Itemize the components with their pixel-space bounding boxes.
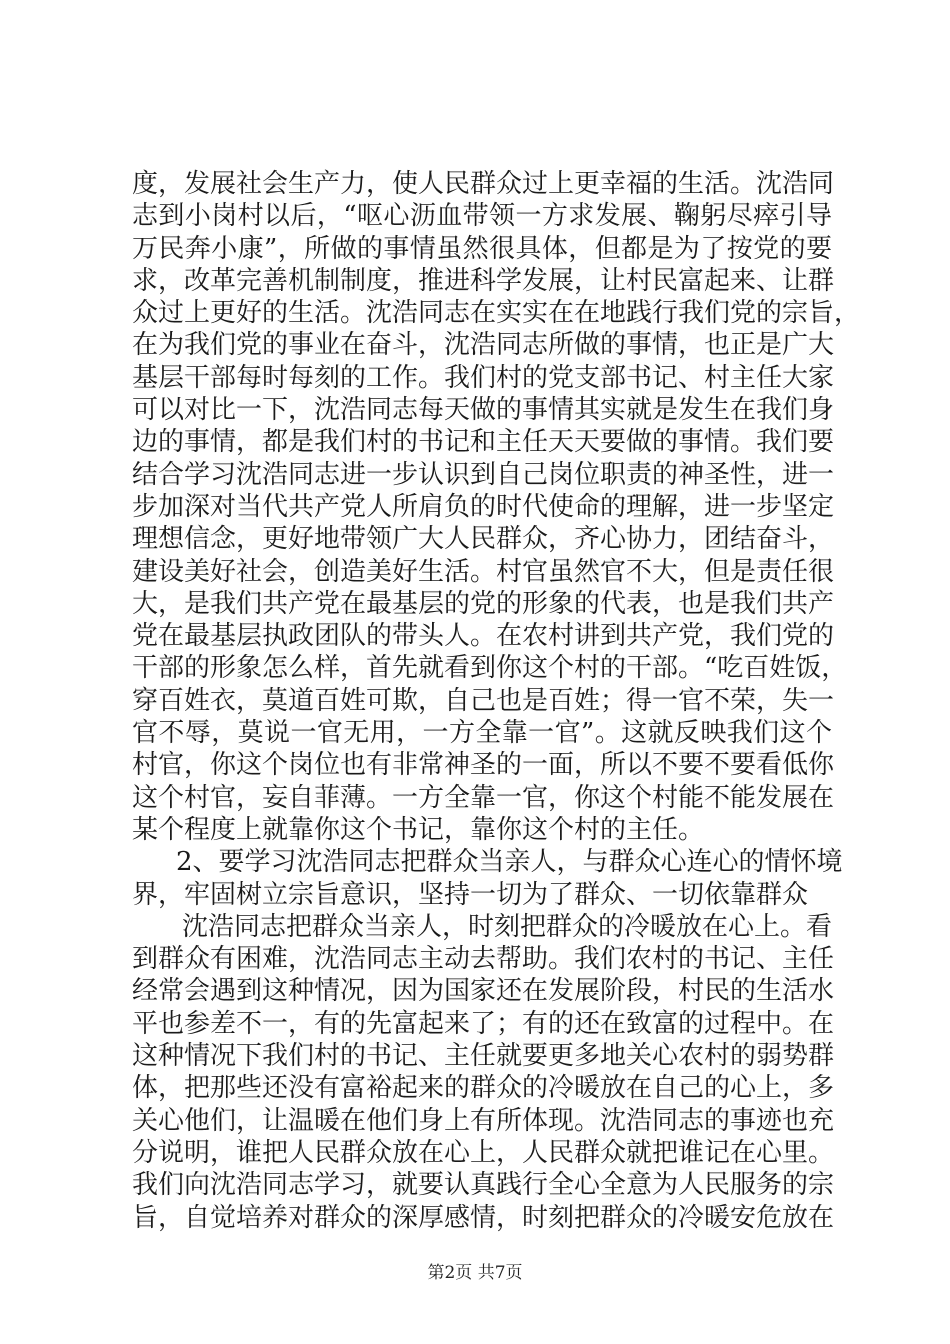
text-line: 度，发展社会生产力，使人民群众过上更幸福的生活。沈浩同 bbox=[132, 169, 835, 199]
text-line: 众过上更好的生活。沈浩同志在实实在在地践行我们党的宗旨， bbox=[132, 298, 861, 329]
text-line: 党在最基层执政团队的带头人。在农村讲到共产党，我们党的 bbox=[132, 621, 835, 652]
text-line: 大，是我们共产党在最基层的党的形象的代表，也是我们共产 bbox=[132, 588, 835, 619]
page-footer bbox=[0, 1262, 950, 1284]
text-line: 某个程度上就靠你这个书记，靠你这个村的主任。 bbox=[132, 814, 705, 845]
body-text bbox=[132, 168, 861, 1234]
text-line: 步加深对当代共产党人所肩负的时代使命的理解，进一步坚定 bbox=[132, 491, 835, 522]
text-line: 平也参差不一，有的先富起来了；有的还在致富的过程中。在 bbox=[132, 1008, 835, 1039]
text-line: 官不辱，莫说一官无用，一方全靠一官”。这就反映我们这个 bbox=[132, 718, 832, 749]
text-line: 穿百姓衣，莫道百姓可欺，自己也是百姓；得一官不荣，失一 bbox=[132, 685, 835, 716]
text-line: 村官，你这个岗位也有非常神圣的一面，所以不要不要看低你 bbox=[132, 750, 835, 781]
text-line: 基层干部每时每刻的工作。我们村的党支部书记、村主任大家 bbox=[132, 362, 835, 393]
text-line: 分说明，谁把人民群众放在心上，人民群众就把谁记在心里。 bbox=[132, 1137, 835, 1168]
text-line: 我们向沈浩同志学习，就要认真践行全心全意为人民服务的宗 bbox=[132, 1170, 835, 1201]
text-line: 这个村官，妄自菲薄。一方全靠一官，你这个村能不能发展在 bbox=[132, 782, 835, 813]
text-line: 体，把那些还没有富裕起来的群众的冷暖放在自己的心上，多 bbox=[132, 1073, 835, 1104]
text-line: 到群众有困难，沈浩同志主动去帮助。我们农村的书记、主任 bbox=[132, 944, 835, 975]
section-heading-line: 2、要学习沈浩同志把群众当亲人，与群众心连心的情怀境 bbox=[176, 847, 843, 878]
text-line: 志到小岗村以后，“呕心沥血带领一方求发展、鞠躬尽瘁引导 bbox=[132, 201, 832, 232]
text-line: 关心他们，让温暖在他们身上有所体现。沈浩同志的事迹也充 bbox=[132, 1105, 835, 1136]
text-line: 干部的形象怎么样，首先就看到你这个村的干部。“吃百姓饭， bbox=[132, 653, 848, 684]
text-line: 沈浩同志把群众当亲人，时刻把群众的冷暖放在心上。看 bbox=[182, 911, 833, 942]
text-line: 求，改革完善机制制度，推进科学发展，让村民富起来、让群 bbox=[132, 265, 835, 296]
text-line: 经常会遇到这种情况，因为国家还在发展阶段，村民的生活水 bbox=[132, 976, 835, 1007]
section-heading-line: 界，牢固树立宗旨意识，坚持一切为了群众、一切依靠群众 bbox=[132, 879, 809, 910]
text-line: 可以对比一下，沈浩同志每天做的事情其实就是发生在我们身 bbox=[132, 395, 835, 426]
page-number: 第2页 共7页 bbox=[427, 1263, 523, 1283]
text-line: 万民奔小康”，所做的事情虽然很具体，但都是为了按党的要 bbox=[132, 233, 832, 264]
text-line: 边的事情，都是我们村的书记和主任天天要做的事情。我们要 bbox=[132, 427, 835, 458]
text-line: 建设美好社会，创造美好生活。村官虽然官不大，但是责任很 bbox=[132, 556, 835, 587]
text-line: 这种情况下我们村的书记、主任就要更多地关心农村的弱势群 bbox=[132, 1041, 835, 1072]
text-line: 旨，自觉培养对群众的深厚感情，时刻把群众的冷暖安危放在 bbox=[132, 1202, 835, 1233]
text-line: 在为我们党的事业在奋斗，沈浩同志所做的事情，也正是广大 bbox=[132, 330, 835, 361]
text-line: 结合学习沈浩同志进一步认识到自己岗位职责的神圣性，进一 bbox=[132, 459, 835, 490]
text-line: 理想信念，更好地带领广大人民群众，齐心协力，团结奋斗， bbox=[132, 524, 835, 555]
